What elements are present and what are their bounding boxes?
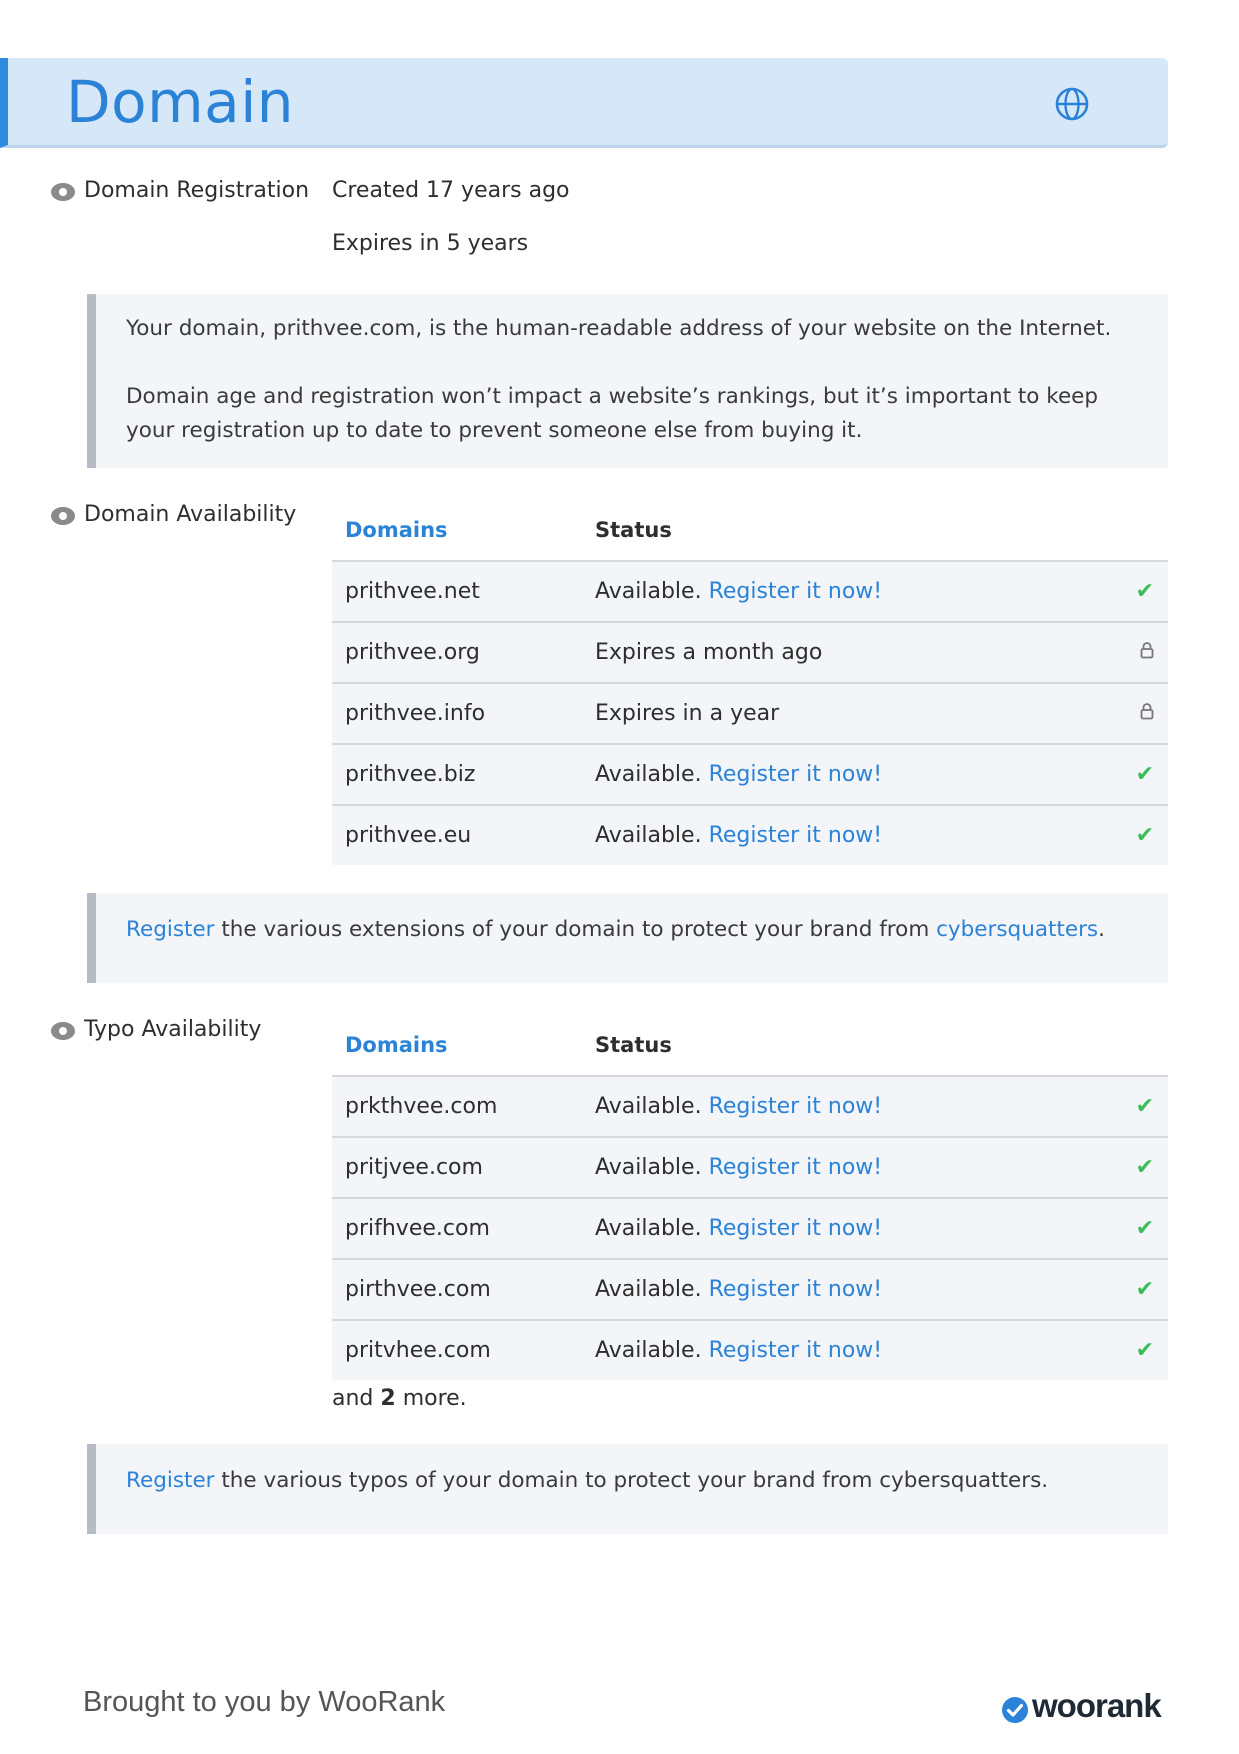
- status-text: Available.: [595, 1216, 702, 1241]
- table-header-row: [332, 1015, 1168, 1076]
- register-link[interactable]: Register it now!: [708, 823, 883, 848]
- table-row: [332, 683, 1168, 744]
- more-prefix: and: [332, 1386, 381, 1411]
- more-suffix: more.: [395, 1386, 467, 1411]
- status-cell: [582, 683, 1124, 744]
- domain-cell: pritjvee.com: [332, 1137, 582, 1198]
- column-header-status: Status: [582, 500, 1168, 561]
- register-link[interactable]: Register it now!: [708, 1277, 883, 1302]
- lock-icon: [1140, 702, 1154, 720]
- domain-cell: prithvee.biz: [332, 744, 582, 805]
- table-row: [332, 1076, 1168, 1137]
- column-header-status: Status: [582, 1015, 1168, 1076]
- logo-wordmark: woorank: [1032, 1687, 1161, 1724]
- woorank-logo: [1000, 1687, 1160, 1727]
- check-icon: ✔: [1135, 762, 1154, 787]
- column-header-domains: Domains: [332, 500, 582, 561]
- domain-cell: prithvee.org: [332, 622, 582, 683]
- check-icon: ✔: [1135, 1155, 1154, 1180]
- check-icon: ✔: [1135, 1277, 1154, 1302]
- check-icon: ✔: [1135, 1094, 1154, 1119]
- typos-note: [87, 1444, 1168, 1534]
- domain-cell: prkthvee.com: [332, 1076, 582, 1137]
- typo-availability-label: Typo Availability: [84, 1017, 262, 1042]
- more-count-text: [332, 1386, 467, 1411]
- note-text: the various extensions of your domain to protect your brand from: [214, 917, 937, 942]
- table-row: [332, 1259, 1168, 1320]
- domain-cell: pirthvee.com: [332, 1259, 582, 1320]
- footer-credit: Brought to you by WooRank: [83, 1686, 446, 1718]
- eye-bullet-icon: [50, 506, 76, 526]
- domain-cell: pritvhee.com: [332, 1320, 582, 1380]
- domain-cell: prithvee.eu: [332, 805, 582, 865]
- check-icon: ✔: [1135, 823, 1154, 848]
- domain-registration-label: Domain Registration: [84, 178, 310, 203]
- status-cell: [582, 561, 1124, 622]
- expires-text: Expires in 5 years: [332, 231, 529, 256]
- status-text: Available.: [595, 579, 702, 604]
- note-text: the various typos of your domain to protect your brand from cybersquatters.: [214, 1468, 1049, 1493]
- table-header-row: [332, 500, 1168, 561]
- check-icon: ✔: [1135, 1216, 1154, 1241]
- register-link[interactable]: Register it now!: [708, 579, 883, 604]
- eye-bullet-icon: [50, 182, 76, 202]
- status-text: Available.: [595, 1155, 702, 1180]
- table-row: [332, 1320, 1168, 1380]
- status-cell: [582, 1137, 1124, 1198]
- register-link[interactable]: Register it now!: [708, 762, 883, 787]
- note-paragraph: Your domain, prithvee.com, is the human-readable address of your website on the Internet.: [126, 316, 1112, 341]
- table-row: [332, 744, 1168, 805]
- status-cell: [582, 1198, 1124, 1259]
- status-cell: [582, 1259, 1124, 1320]
- table-row: [332, 1198, 1168, 1259]
- status-text: Expires in a year: [595, 701, 780, 726]
- note-paragraph: [126, 1464, 1132, 1498]
- check-icon: ✔: [1135, 579, 1154, 604]
- register-link[interactable]: Register it now!: [708, 1338, 883, 1363]
- page-title: Domain: [66, 68, 295, 136]
- cybersquatters-link[interactable]: cybersquatters: [936, 917, 1099, 942]
- eye-bullet-icon: [50, 1021, 76, 1041]
- table-row: [332, 622, 1168, 683]
- status-cell: [582, 805, 1124, 865]
- note-paragraph: [126, 913, 1132, 947]
- table-row: [332, 561, 1168, 622]
- status-text: Available.: [595, 1338, 702, 1363]
- status-text: Expires a month ago: [595, 640, 823, 665]
- woorank-check-icon: [1000, 1695, 1030, 1725]
- check-icon: ✔: [1135, 1338, 1154, 1363]
- register-link[interactable]: Register it now!: [708, 1155, 883, 1180]
- status-cell: [582, 622, 1124, 683]
- register-link[interactable]: Register: [126, 1468, 215, 1493]
- typo-availability-table: [332, 1015, 1168, 1380]
- register-link[interactable]: Register it now!: [708, 1216, 883, 1241]
- note-line: your registration up to date to prevent someone else from buying it.: [126, 418, 863, 443]
- status-text: Available.: [595, 1094, 702, 1119]
- created-text: Created 17 years ago: [332, 178, 570, 203]
- table-row: [332, 1137, 1168, 1198]
- extensions-note: [87, 893, 1168, 983]
- domain-availability-table: [332, 500, 1168, 865]
- section-header: [0, 58, 1168, 148]
- domain-cell: prifhvee.com: [332, 1198, 582, 1259]
- globe-icon: [1054, 86, 1090, 122]
- domain-cell: prithvee.net: [332, 561, 582, 622]
- more-count: 2: [380, 1386, 396, 1411]
- registration-note: [87, 294, 1168, 468]
- status-cell: [582, 1320, 1124, 1380]
- domain-availability-label: Domain Availability: [84, 502, 297, 527]
- register-link[interactable]: Register: [126, 917, 215, 942]
- status-text: Available.: [595, 1277, 702, 1302]
- register-link[interactable]: Register it now!: [708, 1094, 883, 1119]
- note-line: Domain age and registration won’t impact a website’s rankings, but it’s important to keep: [126, 384, 1099, 409]
- status-cell: [582, 744, 1124, 805]
- note-text: .: [1098, 917, 1105, 942]
- lock-icon: [1140, 641, 1154, 659]
- status-cell: [582, 1076, 1124, 1137]
- domain-cell: prithvee.info: [332, 683, 582, 744]
- status-text: Available.: [595, 762, 702, 787]
- status-text: Available.: [595, 823, 702, 848]
- column-header-domains: Domains: [332, 1015, 582, 1076]
- table-row: [332, 805, 1168, 865]
